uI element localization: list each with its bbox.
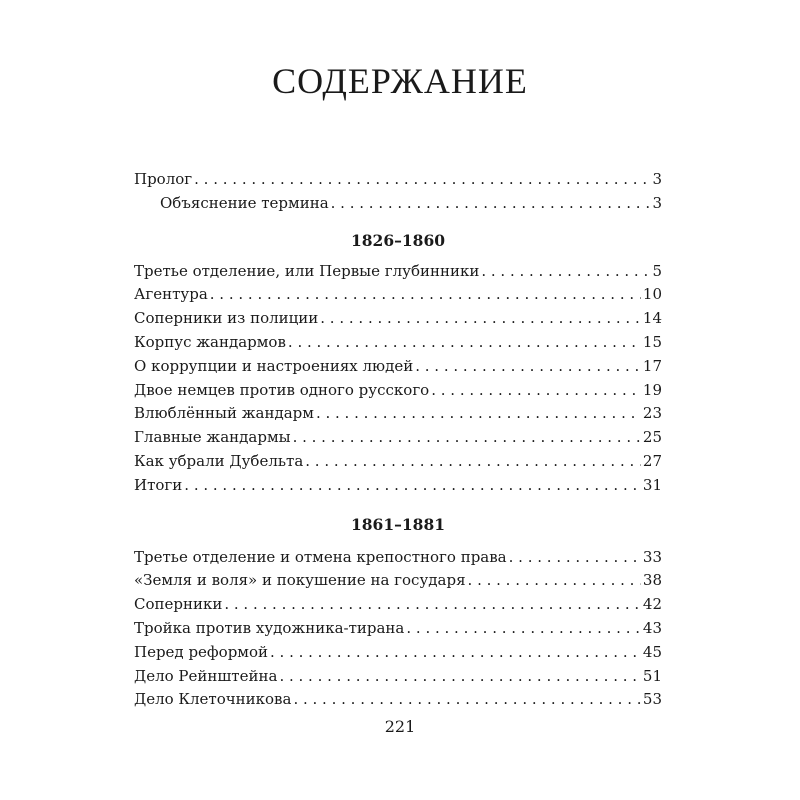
- toc-leader-dots: [406, 617, 641, 641]
- toc-entry[interactable]: [134, 569, 662, 593]
- toc-entry[interactable]: [134, 665, 662, 689]
- toc-leader-dots: [293, 426, 641, 450]
- toc-entry-label: Соперники из полиции: [134, 309, 319, 328]
- toc-leader-dots: [184, 474, 641, 498]
- toc-leader-dots: [509, 546, 641, 570]
- toc-entry-label: Влюблённый жандарм: [134, 404, 314, 423]
- toc-entry-label: Главные жандармы: [134, 428, 291, 447]
- toc-entry[interactable]: [134, 307, 662, 331]
- toc-entry-label: Тройка против художника-тирана: [134, 618, 405, 637]
- toc-entry-label: Третье отделение и отмена крепостного права: [134, 547, 507, 566]
- toc-entry-label: Как убрали Дубельта: [134, 451, 304, 470]
- toc-entry-page: 25: [642, 428, 662, 447]
- toc-entry-page: 33: [642, 547, 662, 566]
- toc-entry-page: 3: [652, 193, 662, 212]
- toc-entry[interactable]: [134, 450, 662, 474]
- toc-leader-dots: [331, 192, 651, 216]
- toc-entry[interactable]: [134, 331, 662, 355]
- toc-entry-label: Соперники: [134, 595, 223, 614]
- toc-entry[interactable]: [134, 402, 662, 426]
- toc-entry-label: Итоги: [134, 475, 183, 494]
- toc-entry[interactable]: [134, 426, 662, 450]
- toc-entry[interactable]: [134, 379, 662, 403]
- toc-entry-page: 17: [642, 356, 662, 375]
- toc-entry-page: 38: [642, 571, 662, 590]
- section-heading: 1861–1881: [350, 514, 446, 534]
- toc-subentry[interactable]: [134, 192, 662, 216]
- toc-entry-page: 31: [642, 475, 662, 494]
- toc-leader-dots: [431, 379, 641, 403]
- toc-entry-label: Корпус жандармов: [134, 332, 286, 351]
- toc-leader-dots: [270, 641, 641, 665]
- toc-leader-dots: [415, 355, 641, 379]
- toc-leader-dots: [320, 307, 641, 331]
- page-number: 221: [384, 717, 416, 736]
- toc-leader-dots: [194, 168, 650, 192]
- toc-entry-page: 3: [652, 170, 662, 188]
- toc-entry-page: 42: [642, 595, 662, 614]
- toc-entry-page: 53: [642, 690, 662, 709]
- toc-leader-dots: [468, 569, 641, 593]
- toc-entry-label: Третье отделение, или Первые глубинники: [134, 261, 480, 280]
- toc-leader-dots: [210, 283, 641, 307]
- toc-entry[interactable]: [134, 168, 662, 192]
- toc-leader-dots: [305, 450, 641, 474]
- toc-entry-page: 45: [642, 642, 662, 661]
- toc-entry[interactable]: [134, 617, 662, 641]
- toc-leader-dots: [288, 331, 641, 355]
- section-heading: 1826–1860: [350, 230, 446, 250]
- toc-entry-page: 14: [642, 309, 662, 328]
- toc-entry-page: 19: [642, 380, 662, 399]
- toc-leader-dots: [293, 688, 640, 712]
- toc-leader-dots: [224, 593, 641, 617]
- toc-entry-label: Перед реформой: [134, 642, 268, 661]
- toc-entry-page: 27: [642, 451, 662, 470]
- toc-entry-label: Двое немцев против одного русского: [134, 380, 430, 399]
- toc-entry[interactable]: [134, 641, 662, 665]
- toc-leader-dots: [316, 402, 641, 426]
- toc-entry-label: Дело Клеточникова: [134, 690, 292, 709]
- toc-entry[interactable]: [134, 474, 662, 498]
- toc-entry-page: 51: [642, 666, 662, 685]
- toc-entry[interactable]: [134, 546, 662, 570]
- toc-entry-label: Агентура: [134, 285, 208, 304]
- toc-entry[interactable]: [134, 593, 662, 617]
- toc-entry-page: 43: [642, 618, 662, 637]
- toc-entry[interactable]: [134, 260, 662, 284]
- toc-entry-page: 23: [642, 404, 662, 423]
- toc-leader-dots: [279, 665, 640, 689]
- toc-entry-page: 5: [652, 261, 662, 280]
- toc-entry-label: «Земля и воля» и покушение на государя: [134, 571, 466, 590]
- toc-entry-label: Объяснение термина: [160, 193, 329, 212]
- page-title: СОДЕРЖАНИЕ: [272, 61, 528, 101]
- toc-entry-label: О коррупции и настроениях людей: [134, 356, 414, 375]
- toc-entry-label: Пролог: [134, 170, 193, 188]
- table-of-contents: [134, 168, 662, 712]
- toc-leader-dots: [481, 260, 650, 284]
- toc-entry[interactable]: [134, 688, 662, 712]
- toc-entry-page: 15: [642, 332, 662, 351]
- toc-entry[interactable]: [134, 283, 662, 307]
- toc-entry-page: 10: [642, 285, 662, 304]
- toc-entry-label: Дело Рейнштейна: [134, 666, 278, 685]
- toc-entry[interactable]: [134, 355, 662, 379]
